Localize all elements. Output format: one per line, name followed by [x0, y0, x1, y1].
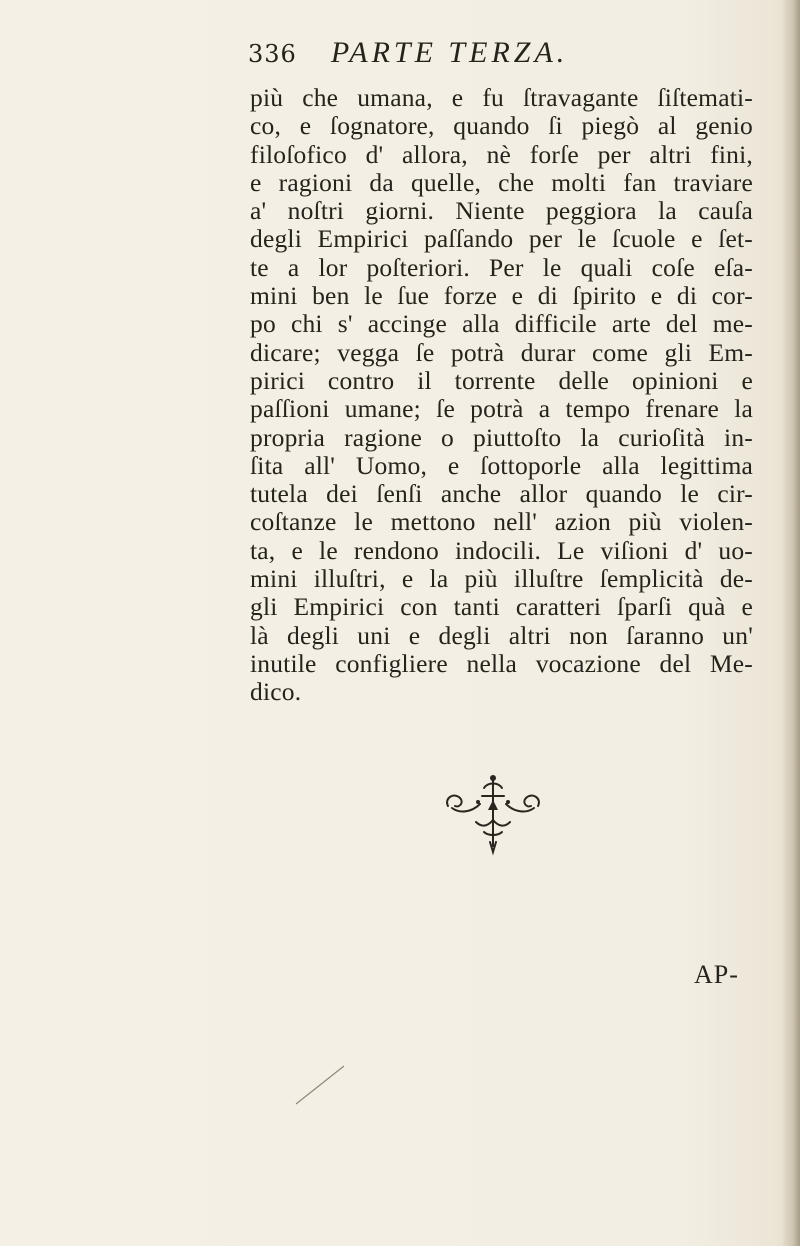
catchword: AP-	[694, 960, 739, 989]
page-edge-shadow	[782, 0, 800, 1246]
page-number: 336	[248, 40, 297, 68]
text-line: e ragioni da quelle, che molti fan traviare	[250, 167, 753, 197]
text-line: ta, e le rendono indocili. Le viſioni d' uo-	[250, 535, 753, 565]
text-line: coſtanze le mettono nell' azion più violen-	[250, 507, 753, 537]
text-line: dicare; vegga ſe potrà durar come gli Em-	[250, 337, 753, 367]
text-line: degli Empirici paſſando per le ſcuole e ſet-	[250, 224, 753, 254]
pencil-stroke-mark	[292, 1060, 352, 1110]
text-line: inutile configliere nella vocazione del Me-	[250, 648, 753, 678]
fleuron-ornament-icon	[438, 770, 548, 860]
text-line: paſſioni umane; ſe potrà a tempo frenare la	[250, 394, 753, 424]
text-line: propria ragione o piuttoſto la curioſità in-	[250, 422, 753, 452]
text-line: po chi s' accinge alla difficile arte del me-	[250, 309, 753, 339]
text-line: te a lor poſteriori. Per le quali coſe eſa-	[250, 252, 753, 282]
text-line: a' noſtri giorni. Niente peggiora la cauſa	[250, 196, 753, 226]
text-line: più che umana, e fu ſtravagante ſiſtemati-	[250, 83, 753, 112]
text-line: tutela dei ſenſi anche allor quando le cir-	[250, 479, 753, 509]
running-head: PARTE TERZA.	[330, 36, 569, 69]
page-header	[248, 36, 568, 76]
text-line: gli Empirici con tanti caratteri ſparſi quà e	[250, 592, 753, 622]
text-line: là degli uni e degli altri non ſaranno un'	[250, 620, 753, 650]
text-line: ſita all' Uomo, e ſottoporle alla legittima	[250, 450, 753, 480]
text-line: filoſofico d' allora, nè forſe per altri fini,	[250, 139, 753, 169]
text-line: co, e ſognatore, quando ſi piegò al genio	[250, 111, 753, 141]
text-line: mini illuſtri, e la più illuſtre ſemplicità de-	[250, 564, 753, 594]
body-text	[250, 84, 753, 707]
text-line-last: dico.	[250, 677, 302, 707]
text-line: pirici contro il torrente delle opinioni e	[250, 365, 753, 395]
text-line: mini ben le ſue forze e di ſpirito e di cor-	[250, 281, 753, 311]
